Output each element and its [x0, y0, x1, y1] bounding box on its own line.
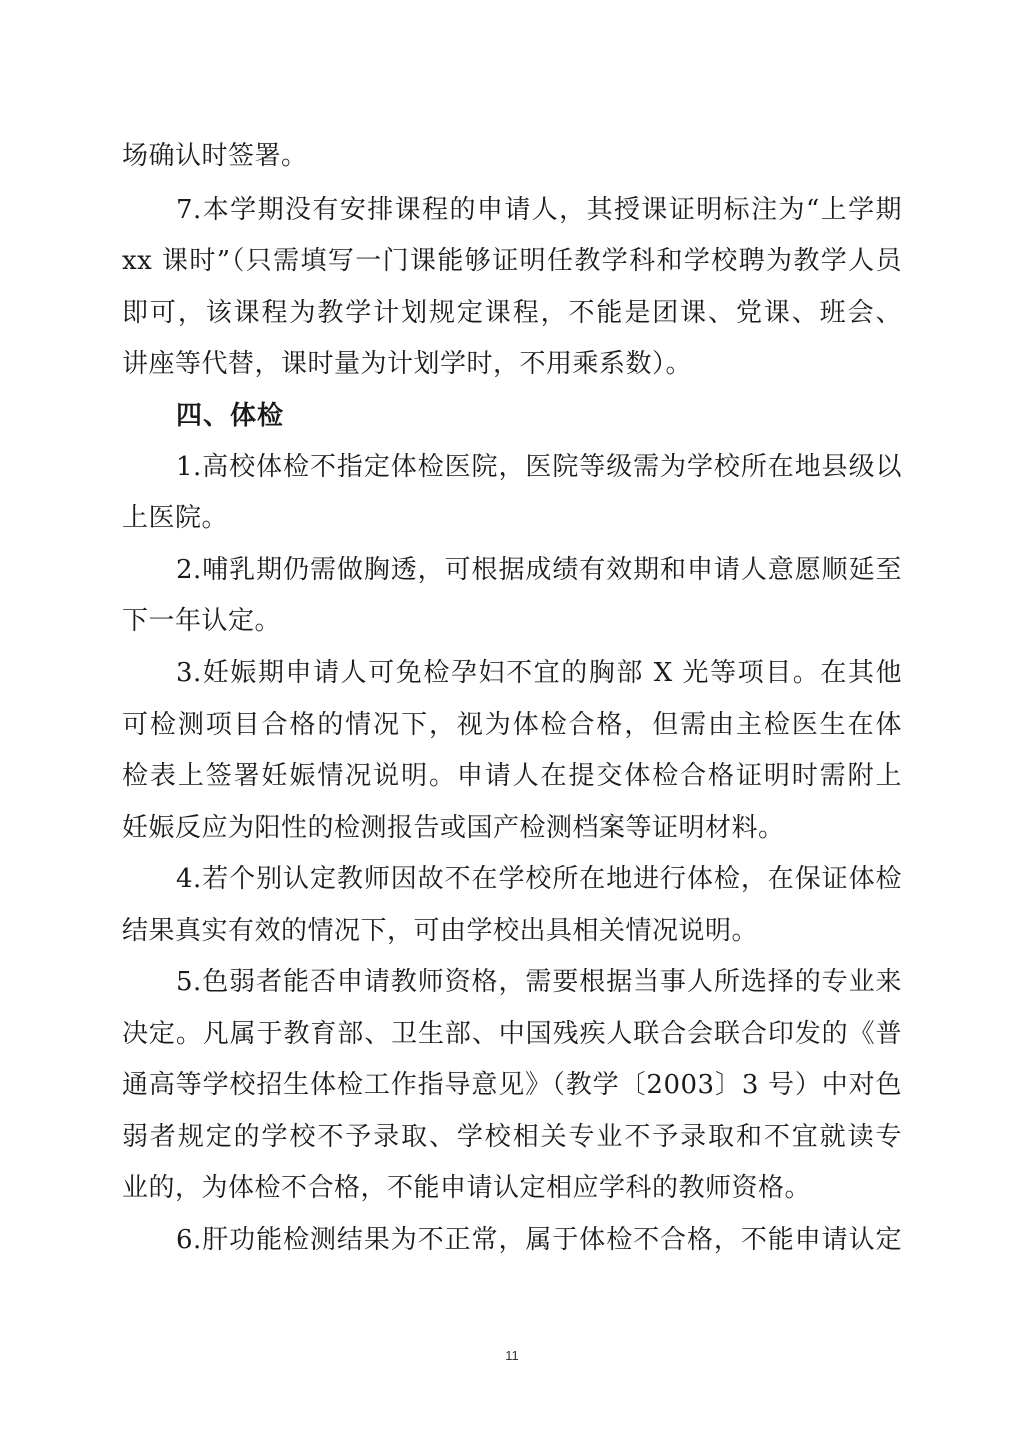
text-line: 检表上签署妊娠情况说明。申请人在提交体检合格证明时需附上: [122, 761, 902, 791]
text-line: 1.高校体检不指定体检医院，医院等级需为学校所在地县级以: [176, 452, 902, 482]
text-line: 决定。凡属于教育部、卫生部、中国残疾人联合会联合印发的《普: [122, 1019, 902, 1049]
text-line: 场确认时签署。: [122, 141, 308, 171]
text-line: 下一年认定。: [122, 606, 282, 636]
section-heading: 四、体检: [176, 401, 285, 431]
text-line: 业的，为体检不合格，不能申请认定相应学科的教师资格。: [122, 1173, 812, 1203]
page-number: 11: [505, 1348, 519, 1363]
text-line: 讲座等代替，课时量为计划学时，不用乘系数）。: [122, 349, 693, 379]
text-line: 2.哺乳期仍需做胸透，可根据成绩有效期和申请人意愿顺延至: [176, 555, 902, 585]
text-line: xx 课时”（只需填写一门课能够证明任教学科和学校聘为教学人员: [122, 246, 902, 276]
text-line: 上医院。: [122, 503, 229, 533]
text-line: 4.若个别认定教师因故不在学校所在地进行体检，在保证体检: [176, 864, 902, 894]
text-line: 5.色弱者能否申请教师资格，需要根据当事人所选择的专业来: [176, 967, 902, 997]
text-line: 妊娠反应为阳性的检测报告或国产检测档案等证明材料。: [122, 813, 785, 843]
text-line: 弱者规定的学校不予录取、学校相关专业不予录取和不宜就读专: [122, 1122, 902, 1152]
text-line: 6.肝功能检测结果为不正常，属于体检不合格，不能申请认定: [176, 1225, 902, 1255]
text-line: 7.本学期没有安排课程的申请人，其授课证明标注为“上学期: [176, 195, 902, 225]
text-line: 结果真实有效的情况下，可由学校出具相关情况说明。: [122, 916, 759, 946]
text-line: 通高等学校招生体检工作指导意见》（教学〔2003〕3 号）中对色: [122, 1070, 902, 1100]
text-line: 3.妊娠期申请人可免检孕妇不宜的胸部 X 光等项目。在其他: [176, 658, 902, 688]
text-line: 可检测项目合格的情况下，视为体检合格，但需由主检医生在体: [122, 710, 902, 740]
text-line: 即可，该课程为教学计划规定课程，不能是团课、党课、班会、: [122, 298, 902, 328]
